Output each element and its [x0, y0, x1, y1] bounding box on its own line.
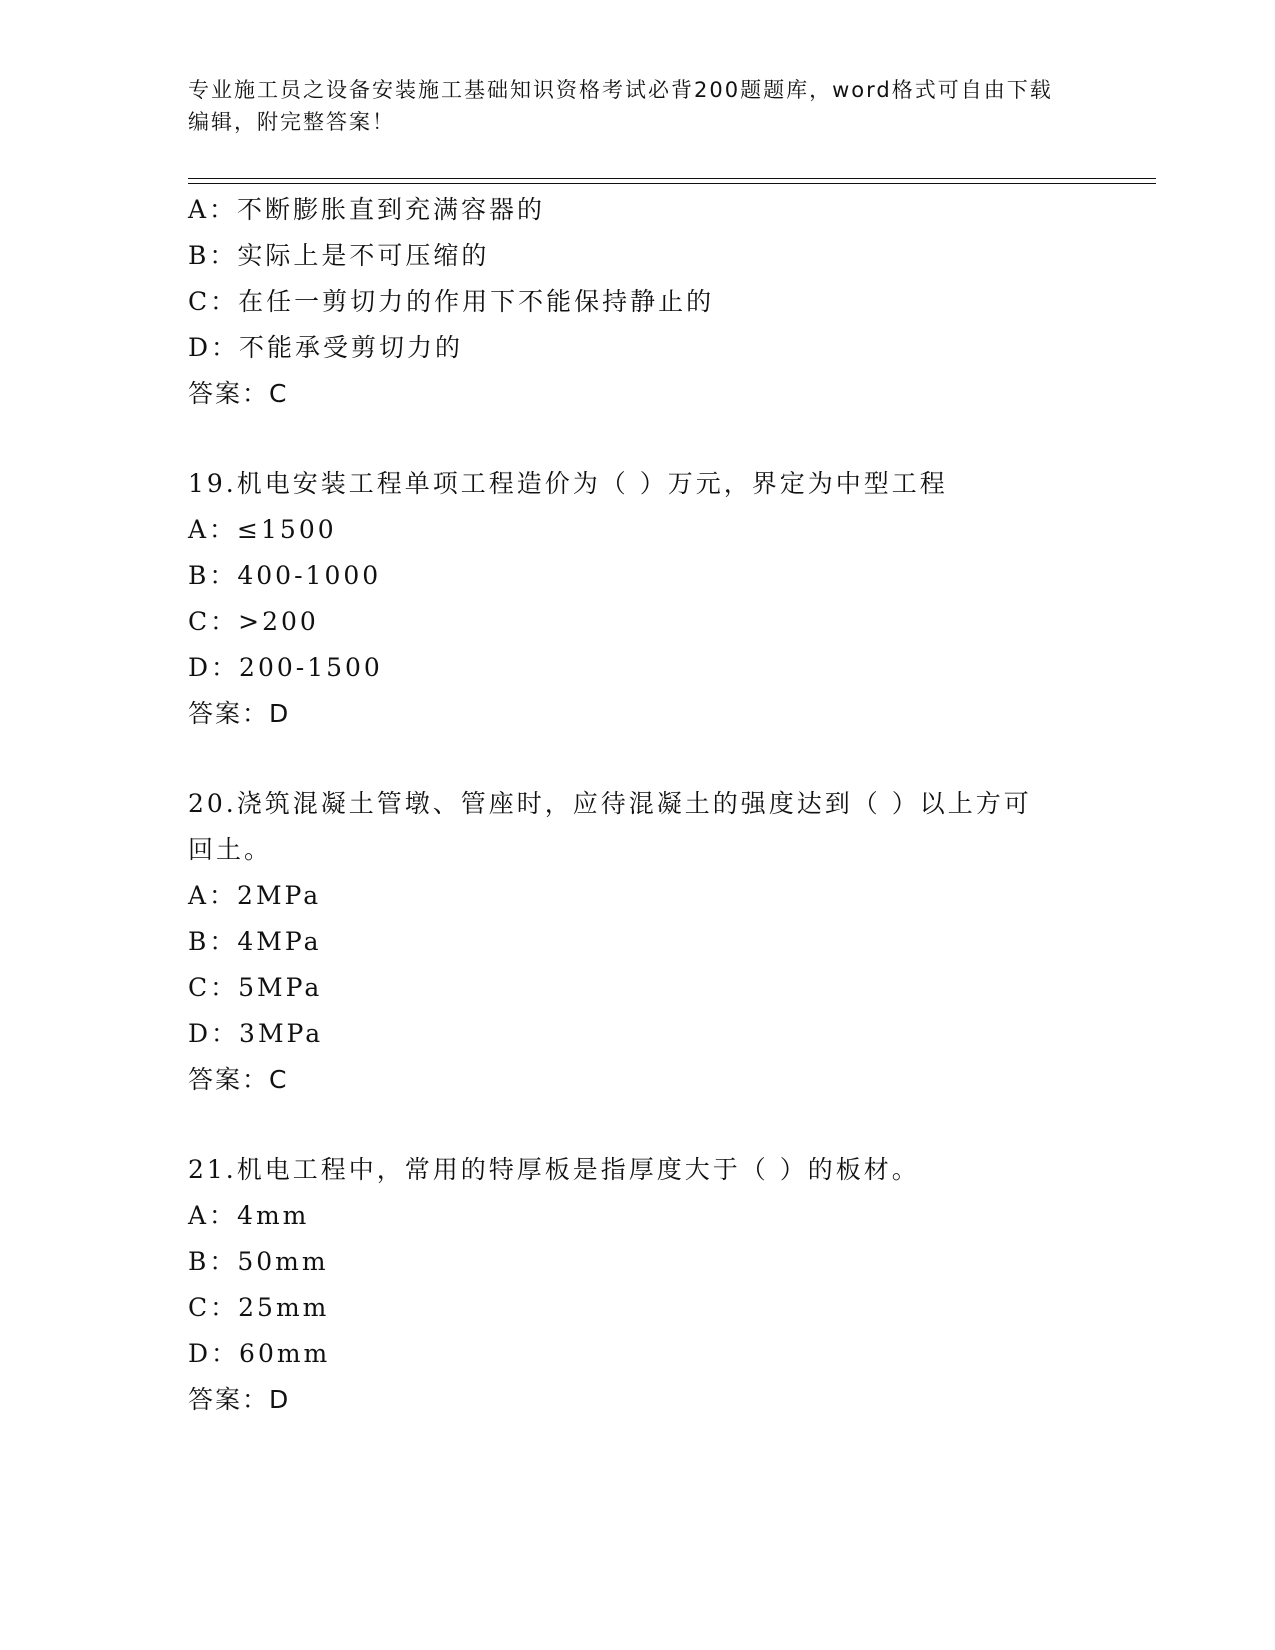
- option-a: A：≤1500: [188, 515, 337, 544]
- question-stem: 20.浇筑混凝土管墩、管座时，应待混凝土的强度达到（ ）以上方可回土。: [188, 789, 1032, 864]
- option-b: B：4MPa: [188, 927, 322, 956]
- question-stem: 19.机电安装工程单项工程造价为（ ）万元，界定为中型工程: [188, 469, 948, 498]
- question-block: [188, 781, 1088, 1103]
- question-block: [188, 461, 1088, 737]
- answer-line: 答案：D: [188, 699, 291, 728]
- header-rule-thick: [188, 178, 1156, 179]
- document-header: 专业施工员之设备安装施工基础知识资格考试必背200题题库，word格式可自由下载编辑，附完整答案！: [188, 78, 1053, 134]
- question-block: [188, 1147, 1088, 1423]
- option-b: B：实际上是不可压缩的: [188, 241, 490, 270]
- option-a: A：不断膨胀直到充满容器的: [188, 195, 546, 224]
- option-b: B：400-1000: [188, 561, 382, 590]
- option-d: D：60mm: [188, 1339, 331, 1368]
- option-a: A：2MPa: [188, 881, 322, 910]
- question-block: [188, 187, 1088, 417]
- option-c: C：5MPa: [188, 973, 323, 1002]
- answer-line: 答案：C: [188, 379, 289, 408]
- answer-line: 答案：C: [188, 1065, 289, 1094]
- option-c: C：在任一剪切力的作用下不能保持静止的: [188, 287, 715, 316]
- option-c: C：>200: [188, 607, 319, 636]
- header-rule-thin: [188, 183, 1156, 184]
- question-list: [188, 187, 1088, 1423]
- option-a: A：4mm: [188, 1201, 310, 1230]
- question-stem: 21.机电工程中，常用的特厚板是指厚度大于（ ）的板材。: [188, 1155, 920, 1184]
- option-d: D：3MPa: [188, 1019, 324, 1048]
- answer-line: 答案：D: [188, 1385, 291, 1414]
- option-d: D：200-1500: [188, 653, 383, 682]
- option-d: D：不能承受剪切力的: [188, 333, 464, 362]
- option-c: C：25mm: [188, 1293, 330, 1322]
- option-b: B：50mm: [188, 1247, 329, 1276]
